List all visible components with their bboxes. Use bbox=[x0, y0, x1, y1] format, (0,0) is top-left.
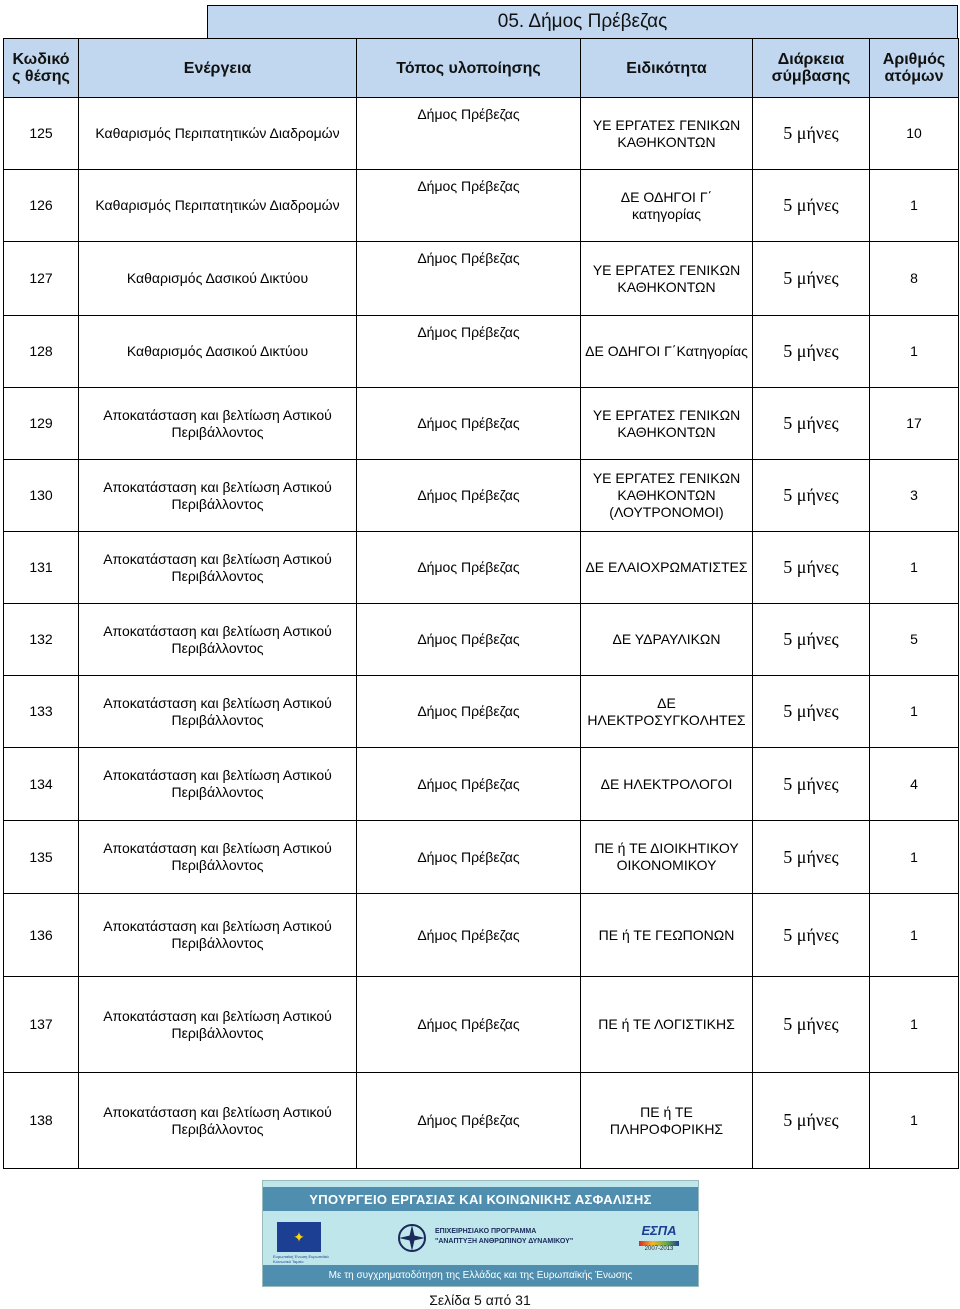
cell-count: 4 bbox=[870, 748, 959, 821]
cell-duration: 5 μήνες bbox=[753, 98, 870, 170]
cell-location: Δήμος Πρέβεζας bbox=[357, 388, 581, 460]
cell-count: 1 bbox=[870, 676, 959, 748]
ministry-name: ΥΠΟΥΡΓΕΙΟ ΕΡΓΑΣΙΑΣ ΚΑΙ ΚΟΙΝΩΝΙΚΗΣ ΑΣΦΑΛΙΣΗΣ bbox=[263, 1187, 698, 1211]
cell-specialty: ΠΕ ή ΤΕ ΔΙΟΙΚΗΤΙΚΟΥ ΟΙΚΟΝΟΜΙΚΟΥ bbox=[581, 821, 753, 894]
cell-specialty: ΥΕ ΕΡΓΑΤΕΣ ΓΕΝΙΚΩΝ ΚΑΘΗΚΟΝΤΩΝ (ΛΟΥΤΡΟΝΟΜΟΙ) bbox=[581, 460, 753, 532]
cell-duration: 5 μήνες bbox=[753, 821, 870, 894]
espa-years: 2007-2013 bbox=[644, 1246, 674, 1252]
cofinancing-banner bbox=[262, 1180, 699, 1287]
table-row bbox=[4, 894, 959, 977]
cell-action: Καθαρισμός Δασικού Δικτύου bbox=[79, 242, 357, 316]
header-specialty: Ειδικότητα bbox=[581, 39, 753, 98]
table-row bbox=[4, 676, 959, 748]
cell-action: Καθαρισμός Περιπατητικών Διαδρομών bbox=[79, 170, 357, 242]
cell-duration: 5 μήνες bbox=[753, 388, 870, 460]
cell-count: 1 bbox=[870, 316, 959, 388]
table-row bbox=[4, 98, 959, 170]
cell-count: 1 bbox=[870, 1073, 959, 1169]
cell-duration: 5 μήνες bbox=[753, 977, 870, 1073]
cell-location: Δήμος Πρέβεζας bbox=[357, 532, 581, 604]
cell-action: Καθαρισμός Δασικού Δικτύου bbox=[79, 316, 357, 388]
programme-emblem-icon bbox=[395, 1221, 429, 1255]
cell-code: 137 bbox=[4, 977, 79, 1073]
cell-location: Δήμος Πρέβεζας bbox=[357, 460, 581, 532]
table-header-row bbox=[4, 39, 959, 98]
header-action: Ενέργεια bbox=[79, 39, 357, 98]
cell-specialty: ΠΕ ή ΤΕ ΓΕΩΠΟΝΩΝ bbox=[581, 894, 753, 977]
cell-code: 138 bbox=[4, 1073, 79, 1169]
cell-action: Καθαρισμός Περιπατητικών Διαδρομών bbox=[79, 98, 357, 170]
table-row bbox=[4, 388, 959, 460]
header-duration: Διάρκεια σύμβασης bbox=[753, 39, 870, 98]
cell-count: 1 bbox=[870, 170, 959, 242]
table-row bbox=[4, 532, 959, 604]
cell-specialty: ΔΕ ΥΔΡΑΥΛΙΚΩΝ bbox=[581, 604, 753, 676]
cell-code: 136 bbox=[4, 894, 79, 977]
cell-duration: 5 μήνες bbox=[753, 170, 870, 242]
cell-location: Δήμος Πρέβεζας bbox=[357, 676, 581, 748]
cell-code: 134 bbox=[4, 748, 79, 821]
programme-title bbox=[435, 1227, 615, 1247]
cell-specialty: ΥΕ ΕΡΓΑΤΕΣ ΓΕΝΙΚΩΝ ΚΑΘΗΚΟΝΤΩΝ bbox=[581, 98, 753, 170]
cell-action: Αποκατάσταση και βελτίωση Αστικού Περιβάλλοντος bbox=[79, 460, 357, 532]
table-row bbox=[4, 1073, 959, 1169]
programme-line-1: ΕΠΙΧΕΙΡΗΣΙΑΚΟ ΠΡΟΓΡΑΜΜΑ bbox=[435, 1228, 537, 1235]
cell-code: 132 bbox=[4, 604, 79, 676]
table-row bbox=[4, 170, 959, 242]
cell-code: 127 bbox=[4, 242, 79, 316]
cell-count: 3 bbox=[870, 460, 959, 532]
cell-code: 133 bbox=[4, 676, 79, 748]
cell-duration: 5 μήνες bbox=[753, 460, 870, 532]
cell-action: Αποκατάσταση και βελτίωση Αστικού Περιβάλλοντος bbox=[79, 676, 357, 748]
cell-code: 131 bbox=[4, 532, 79, 604]
cell-location: Δήμος Πρέβεζας bbox=[357, 242, 581, 316]
cell-location: Δήμος Πρέβεζας bbox=[357, 98, 581, 170]
cell-code: 135 bbox=[4, 821, 79, 894]
cell-count: 8 bbox=[870, 242, 959, 316]
cell-code: 130 bbox=[4, 460, 79, 532]
cell-location: Δήμος Πρέβεζας bbox=[357, 821, 581, 894]
cell-count: 1 bbox=[870, 894, 959, 977]
programme-line-2: "ΑΝΑΠΤΥΞΗ ΑΝΘΡΩΠΙΝΟΥ ΔΥΝΑΜΙΚΟΥ" bbox=[435, 1238, 574, 1245]
cell-action: Αποκατάσταση και βελτίωση Αστικού Περιβάλλοντος bbox=[79, 894, 357, 977]
table-row bbox=[4, 977, 959, 1073]
cell-duration: 5 μήνες bbox=[753, 676, 870, 748]
cell-code: 128 bbox=[4, 316, 79, 388]
cell-action: Αποκατάσταση και βελτίωση Αστικού Περιβάλλοντος bbox=[79, 821, 357, 894]
cell-specialty: ΥΕ ΕΡΓΑΤΕΣ ΓΕΝΙΚΩΝ ΚΑΘΗΚΟΝΤΩΝ bbox=[581, 388, 753, 460]
cell-duration: 5 μήνες bbox=[753, 604, 870, 676]
cell-specialty: ΔΕ ΕΛΑΙΟΧΡΩΜΑΤΙΣΤΕΣ bbox=[581, 532, 753, 604]
cell-count: 17 bbox=[870, 388, 959, 460]
table-row bbox=[4, 460, 959, 532]
eu-flag-icon bbox=[277, 1222, 321, 1252]
cell-specialty: ΔΕ ΗΛΕΚΤΡΟΣΥΓΚΟΛΗΤΕΣ bbox=[581, 676, 753, 748]
cell-specialty: ΠΕ ή ΤΕ ΛΟΓΙΣΤΙΚΗΣ bbox=[581, 977, 753, 1073]
cell-code: 129 bbox=[4, 388, 79, 460]
table-row bbox=[4, 242, 959, 316]
cell-count: 10 bbox=[870, 98, 959, 170]
cell-specialty: ΥΕ ΕΡΓΑΤΕΣ ΓΕΝΙΚΩΝ ΚΑΘΗΚΟΝΤΩΝ bbox=[581, 242, 753, 316]
cell-location: Δήμος Πρέβεζας bbox=[357, 316, 581, 388]
cell-duration: 5 μήνες bbox=[753, 242, 870, 316]
page-number: Σελίδα 5 από 31 bbox=[429, 1292, 531, 1308]
cell-specialty: ΔΕ ΗΛΕΚΤΡΟΛΟΓΟΙ bbox=[581, 748, 753, 821]
cell-duration: 5 μήνες bbox=[753, 316, 870, 388]
espa-logo bbox=[635, 1223, 683, 1253]
cell-location: Δήμος Πρέβεζας bbox=[357, 977, 581, 1073]
cell-duration: 5 μήνες bbox=[753, 748, 870, 821]
positions-table bbox=[3, 38, 959, 1169]
cell-action: Αποκατάσταση και βελτίωση Αστικού Περιβάλλοντος bbox=[79, 977, 357, 1073]
table-row bbox=[4, 316, 959, 388]
cell-specialty: ΔΕ ΟΔΗΓΟΙ Γ΄ κατηγορίας bbox=[581, 170, 753, 242]
cell-duration: 5 μήνες bbox=[753, 532, 870, 604]
cell-action: Αποκατάσταση και βελτίωση Αστικού Περιβάλλοντος bbox=[79, 604, 357, 676]
cell-count: 5 bbox=[870, 604, 959, 676]
cell-count: 1 bbox=[870, 977, 959, 1073]
document-title: 05. Δήμος Πρέβεζας bbox=[207, 5, 958, 39]
cell-location: Δήμος Πρέβεζας bbox=[357, 170, 581, 242]
cell-location: Δήμος Πρέβεζας bbox=[357, 1073, 581, 1169]
table-row bbox=[4, 748, 959, 821]
cofinancing-text: Με τη συγχρηματοδότηση της Ελλάδας και της Ευρωπαϊκής Ένωσης bbox=[263, 1265, 698, 1286]
eu-caption: Ευρωπαϊκή Ένωση Ευρωπαϊκό Κοινωνικό Ταμείο bbox=[273, 1254, 329, 1264]
table-row bbox=[4, 604, 959, 676]
cell-action: Αποκατάσταση και βελτίωση Αστικού Περιβάλλοντος bbox=[79, 748, 357, 821]
cell-duration: 5 μήνες bbox=[753, 1073, 870, 1169]
cell-specialty: ΔΕ ΟΔΗΓΟΙ Γ΄Κατηγορίας bbox=[581, 316, 753, 388]
cell-action: Αποκατάσταση και βελτίωση Αστικού Περιβάλλοντος bbox=[79, 532, 357, 604]
espa-name: ΕΣΠΑ bbox=[641, 1223, 677, 1238]
header-code: Κωδικό ς θέσης bbox=[4, 39, 79, 98]
header-location: Τόπος υλοποίησης bbox=[357, 39, 581, 98]
eu-stars-icon: ✦ bbox=[293, 1228, 305, 1245]
cell-code: 126 bbox=[4, 170, 79, 242]
cell-location: Δήμος Πρέβεζας bbox=[357, 604, 581, 676]
cell-code: 125 bbox=[4, 98, 79, 170]
cell-count: 1 bbox=[870, 532, 959, 604]
cell-location: Δήμος Πρέβεζας bbox=[357, 894, 581, 977]
cell-location: Δήμος Πρέβεζας bbox=[357, 748, 581, 821]
cell-action: Αποκατάσταση και βελτίωση Αστικού Περιβάλλοντος bbox=[79, 388, 357, 460]
cell-action: Αποκατάσταση και βελτίωση Αστικού Περιβάλλοντος bbox=[79, 1073, 357, 1169]
cell-count: 1 bbox=[870, 821, 959, 894]
cell-specialty: ΠΕ ή ΤΕ ΠΛΗΡΟΦΟΡΙΚΗΣ bbox=[581, 1073, 753, 1169]
cell-duration: 5 μήνες bbox=[753, 894, 870, 977]
header-count: Αριθμός ατόμων bbox=[870, 39, 959, 98]
table-row bbox=[4, 821, 959, 894]
